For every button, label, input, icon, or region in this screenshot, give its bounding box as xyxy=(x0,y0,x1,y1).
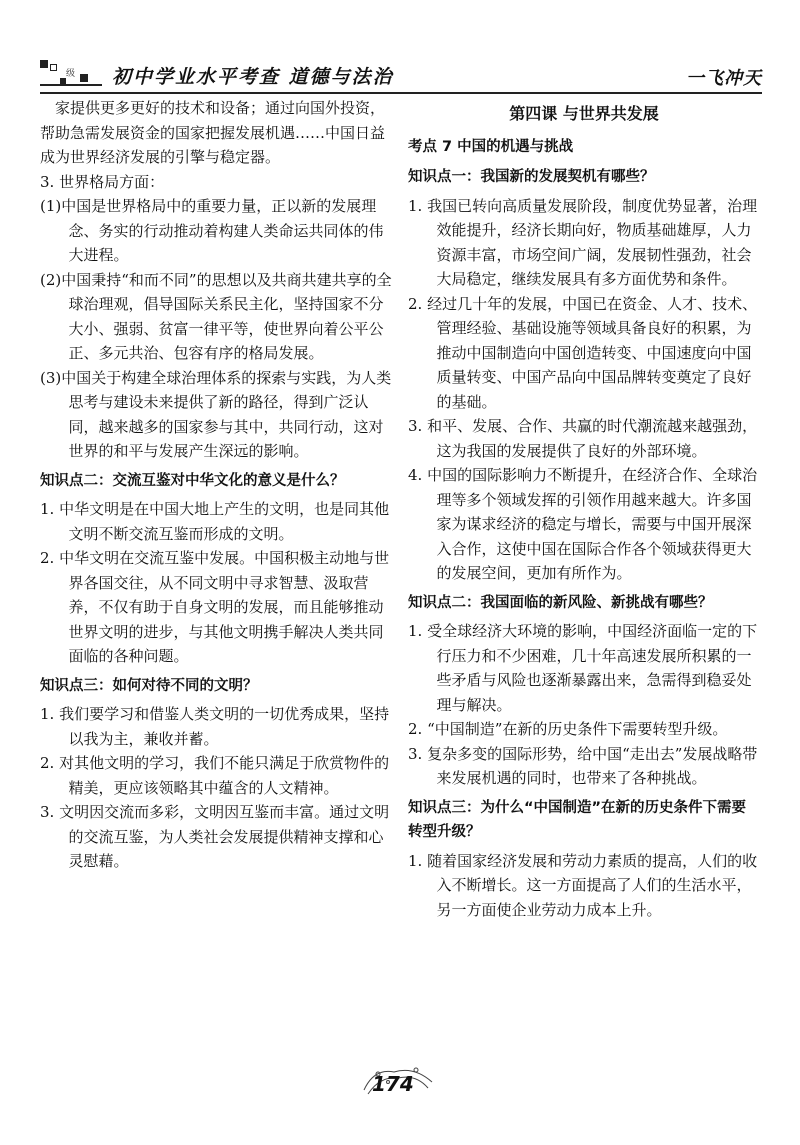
list-item: 2. “中国制造”在新的历史条件下需要转型升级。 xyxy=(408,720,728,738)
header-badge: 级 xyxy=(66,69,76,79)
list-item: (1)中国是世界格局中的重要力量，正以新的发展理念、务实的行动推动着构建人类命运共同体的伟大进程。 xyxy=(40,197,384,264)
list-item: (2)中国秉持“和而不同”的思想以及共商共建共享的全球治理观，倡导国际关系民主化，坚持国家不分大小、强弱、贫富一律平等，使世界向着公平公正、多元共治、包容有序的格局发展。 xyxy=(40,270,392,362)
list-item: 3. 复杂多变的国际形势，给中国“走出去”发展战略带来发展机遇的同时，也带来了各种挑战。 xyxy=(408,744,758,787)
knowledge-point-heading: 知识点三：为什么“中国制造”在新的历史条件下需要转型升级？ xyxy=(408,799,747,840)
list-item: 2. 对其他文明的学习，我们不能只满足于欣赏物件的精美，更应该领略其中蕴含的人文精神。 xyxy=(40,754,390,797)
knowledge-point-heading: 知识点一：我国新的发展契机有哪些？ xyxy=(408,169,655,185)
list-item: 1. 我国已转向高质量发展阶段，制度优势显著，治理效能提升，经济长期向好，物质基础雄厚，人力资源丰富，市场空间广阔，发展韧性强劲，社会大局稳定，继续发展具有多方面优势和条件。 xyxy=(408,196,758,288)
list-item: 1. 我们要学习和借鉴人类文明的一切优秀成果，坚持以我为主，兼收并蓄。 xyxy=(40,705,390,748)
exam-point-heading: 考点 7 中国的机遇与挑战 xyxy=(408,138,574,155)
header-title: 初中学业水平考查 道德与法治 xyxy=(112,66,394,88)
list-item: 4. 中国的国际影响力不断提升，在经济合作、全球治理等多个领域发挥的引领作用越来越大。许多国家为谋求经济的稳定与增长，需要与中国开展深入合作，这使中国在国际合作各个领域获得更大的发展空间，更加有所作为。 xyxy=(408,466,758,582)
list-item: 3. 文明因交流而多彩，文明因互鉴而丰富。通过文明的交流互鉴，为人类社会发展提供精神支撑和心灵慰藉。 xyxy=(40,803,390,870)
knowledge-point-heading: 知识点二：我国面临的新风险、新挑战有哪些？ xyxy=(408,594,713,611)
list-item: 1. 受全球经济大环境的影响，中国经济面临一定的下行压力和不少困难，几十年高速发展所积累的一些矛盾与风险也逐渐暴露出来，急需得到稳妥处理与解决。 xyxy=(408,622,758,714)
header-brand: 一飞冲天 xyxy=(686,68,762,89)
list-item: (3)中国关于构建全球治理体系的探索与实践，为人类思考与建设未来提供了新的路径，得到广泛认同，越来越多的国家参与其中，共同行动，这对世界的和平与发展产生深远的影响。 xyxy=(40,368,392,460)
page-number: 174 xyxy=(372,1072,414,1096)
list-item: 2. 中华文明在交流互鉴中发展。中国积极主动地与世界各国交往，从不同文明中寻求智慧、汲取营养，不仅有助于自身文明的发展，而且能够推动世界文明的进步，与其他文明携手解决人类共同面临的各种问题。 xyxy=(40,549,390,665)
header-logo xyxy=(40,60,104,88)
left-column xyxy=(40,96,398,874)
knowledge-point-heading: 知识点二：交流互鉴对中华文化的意义是什么？ xyxy=(40,472,345,489)
list-item: 1. 中华文明是在中国大地上产生的文明，也是同其他文明不断交流互鉴而形成的文明。 xyxy=(40,500,390,543)
page-header xyxy=(40,52,762,94)
list-item: 3. 和平、发展、合作、共赢的时代潮流越来越强劲，这为我国的发展提供了良好的外部环境。 xyxy=(408,417,758,460)
list-item: 2. 经过几十年的发展，中国已在资金、人才、技术、管理经验、基础设施等领域具备良好的积累，为推动中国制造向中国创造转变、中国速度向中国质量转变、中国产品向中国品牌转变奠定了良好的基础。 xyxy=(408,294,758,411)
left-intro-paragraph: 家提供更多更好的技术和设备；通过向国外投资，帮助急需发展资金的国家把握发展机遇……中国日益成为世界经济发展的引擎与稳定器。 xyxy=(40,99,386,166)
list-item: 1. 随着国家经济发展和劳动力素质的提高，人们的收入不断增长。这一方面提高了人们的生活水平，另一方面使企业劳动力成本上升。 xyxy=(408,851,758,919)
knowledge-point-heading: 知识点三：如何对待不同的文明？ xyxy=(40,677,258,694)
lesson-title: 第四课 与世界共发展 xyxy=(509,104,659,123)
right-column xyxy=(408,96,760,922)
section-3-heading: 3. 世界格局方面： xyxy=(40,172,165,191)
